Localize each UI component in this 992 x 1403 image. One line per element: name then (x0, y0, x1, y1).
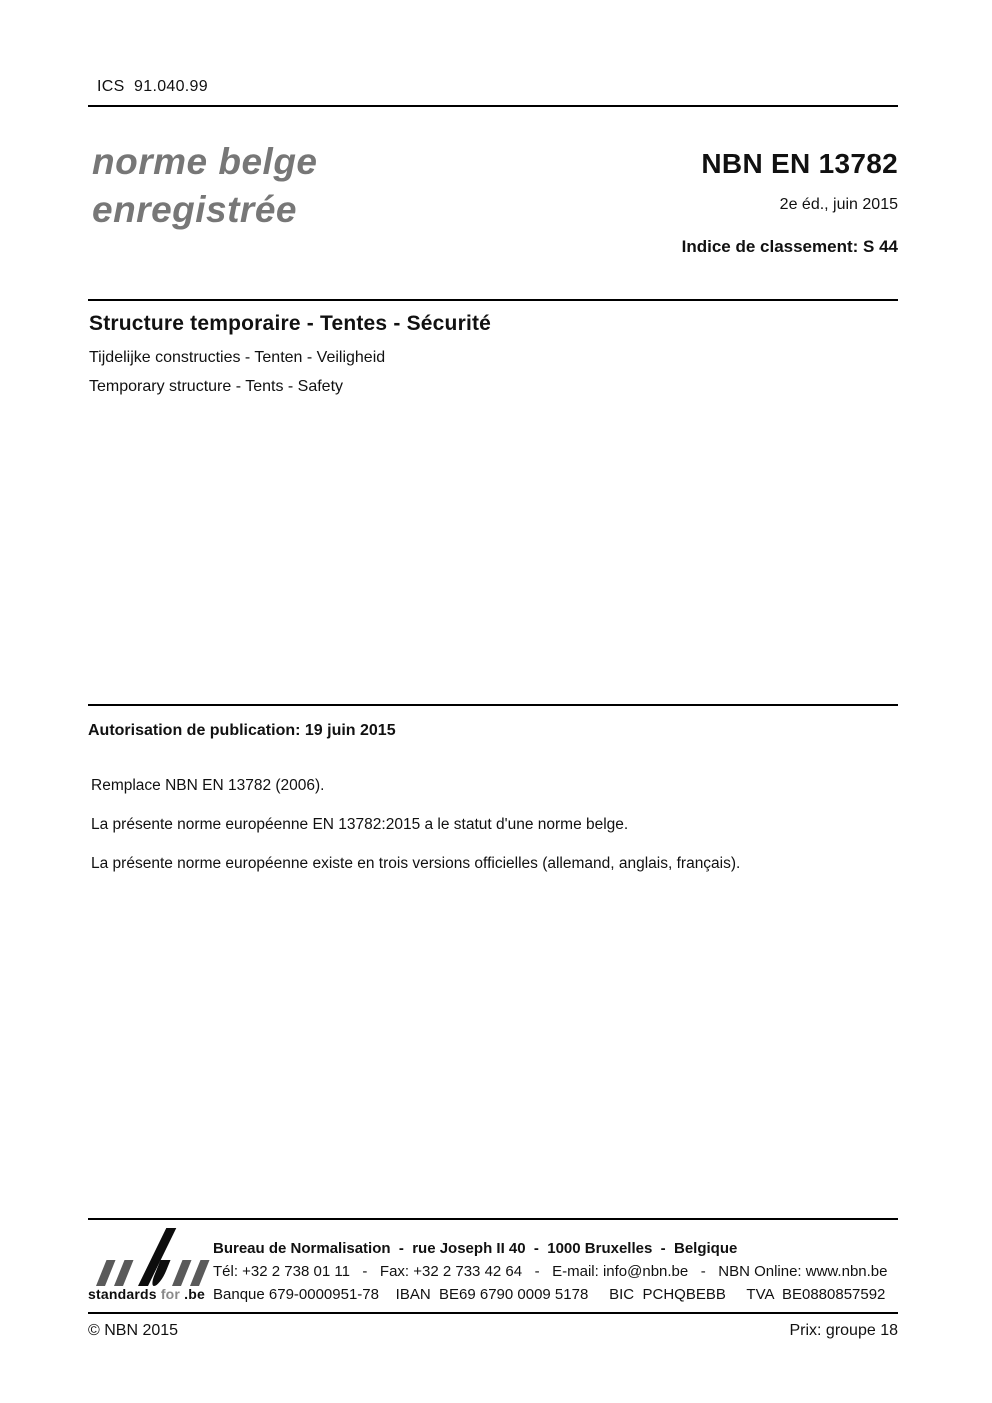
price-group: Prix: groupe 18 (789, 1322, 898, 1339)
logo-tagline (88, 1286, 216, 1302)
copyright-notice: © NBN 2015 (88, 1322, 179, 1339)
title-english: Temporary structure - Tents - Safety (89, 378, 344, 395)
doc-type-line-2: enregistrée (92, 189, 297, 230)
logo-bar (96, 1260, 116, 1286)
edition-date: 2e éd., juin 2015 (779, 196, 898, 213)
title-french: Structure temporaire - Tentes - Sécurité (89, 312, 492, 335)
publisher-contact-block (213, 1237, 887, 1306)
publication-authorization: Autorisation de publication: 19 juin 2015 (88, 722, 396, 739)
nbn-logo-icon (88, 1228, 216, 1288)
publisher-bank-info: Banque 679-0000951-78 IBAN BE69 6790 0009 5178 BIC PCHQBEBB TVA BE0880857592 (213, 1286, 886, 1303)
paragraph-replaces: Remplace NBN EN 13782 (2006). (91, 777, 325, 794)
logo-tagline-for: for (160, 1286, 181, 1302)
standard-reference-block (682, 148, 898, 257)
publisher-contact: Tél: +32 2 738 01 11 - Fax: +32 2 733 42 64 - E-mail: info@nbn.be - NBN Online: www.nbn.be (213, 1263, 888, 1280)
divider-top (88, 105, 898, 107)
classification-index: Indice de classement: S 44 (681, 237, 898, 256)
paragraph-versions: La présente norme européenne existe en trois versions officielles (allemand, anglais, français). (91, 855, 741, 872)
publisher-address: Bureau de Normalisation - rue Joseph II 40 - 1000 Bruxelles - Belgique (213, 1240, 738, 1257)
title-dutch: Tijdelijke constructies - Tenten - Veiligheid (89, 349, 386, 366)
logo-bar (190, 1260, 210, 1286)
logo-tagline-standards: standards (88, 1286, 161, 1302)
logo-tagline-be: .be (180, 1286, 205, 1302)
divider-header (88, 299, 898, 301)
document-type-heading (92, 138, 318, 234)
paragraph-status: La présente norme européenne EN 13782:2015 a le statut d'une norme belge. (91, 816, 629, 833)
divider-footer-top (88, 1218, 898, 1220)
doc-type-line-1: norme belge (92, 141, 318, 182)
nbn-logo (88, 1228, 216, 1306)
bottom-row (88, 1322, 898, 1340)
divider-footer-bottom (88, 1312, 898, 1314)
logo-bar (114, 1260, 134, 1286)
logo-bar (172, 1260, 192, 1286)
standard-number: NBN EN 13782 (701, 148, 898, 179)
divider-authorization (88, 704, 898, 706)
ics-code: ICS 91.040.99 (97, 78, 208, 95)
title-block (89, 312, 491, 396)
